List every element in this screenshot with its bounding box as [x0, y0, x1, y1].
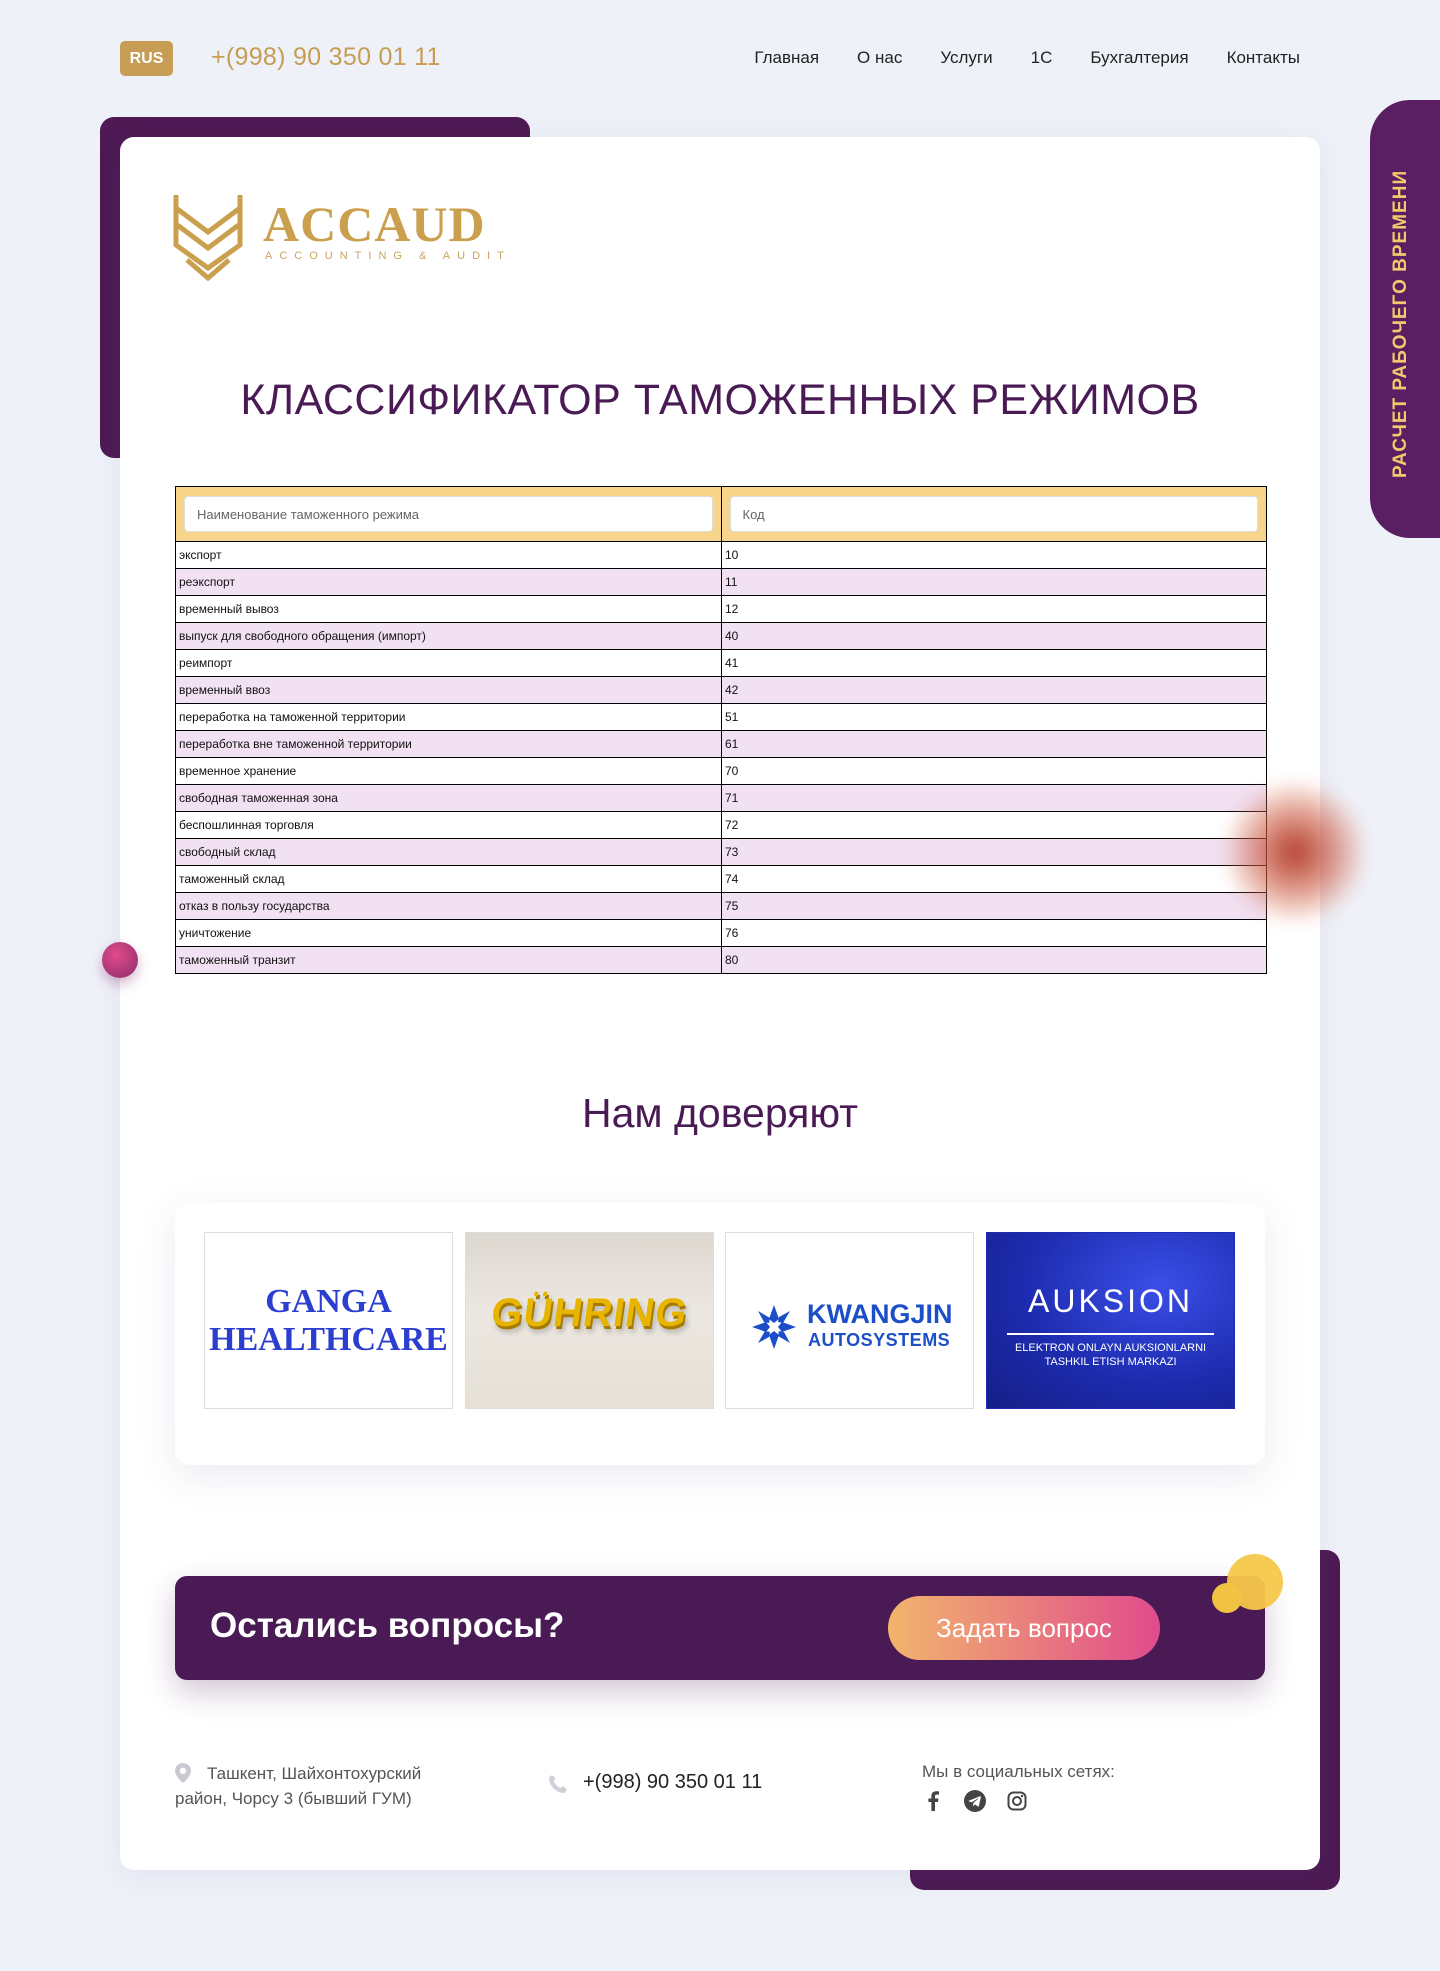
client-logo-auksion[interactable] — [986, 1232, 1235, 1409]
regime-code-cell: 76 — [721, 920, 1266, 946]
table-row — [176, 866, 1266, 893]
regime-name-cell: временное хранение — [179, 764, 297, 778]
table-row — [176, 893, 1266, 920]
regime-name-cell: экспорт — [179, 548, 222, 562]
language-switch[interactable]: RUS — [120, 41, 173, 76]
social-title: Мы в социальных сетях: — [922, 1762, 1115, 1781]
kwangjin-emblem-icon — [748, 1301, 800, 1353]
footer-address — [175, 1761, 421, 1811]
nav-item-home[interactable]: Главная — [754, 48, 820, 67]
regime-code-cell: 10 — [721, 542, 1266, 568]
telegram-icon[interactable] — [964, 1790, 986, 1812]
regime-code-cell: 11 — [721, 569, 1266, 595]
regime-name-cell: переработка на таможенной территории — [179, 710, 406, 724]
table-row — [176, 677, 1266, 704]
regime-name-cell: свободный склад — [179, 845, 276, 859]
page-title: КЛАССИФИКАТОР ТАМОЖЕННЫХ РЕЖИМОВ — [240, 376, 1200, 424]
regime-name-cell: отказ в пользу государства — [179, 899, 330, 913]
regime-code-cell: 73 — [721, 839, 1266, 865]
auksion-word: AUKSION — [1027, 1283, 1194, 1319]
regime-name-cell: реимпорт — [179, 656, 233, 670]
instagram-icon[interactable] — [1006, 1790, 1028, 1812]
regime-code-cell: 61 — [721, 731, 1266, 757]
regime-code-cell: 42 — [721, 677, 1266, 703]
table-row — [176, 542, 1266, 569]
logo-wordmark: ACCAUD — [263, 196, 486, 252]
regime-code-cell: 40 — [721, 623, 1266, 649]
regime-code-cell: 74 — [721, 866, 1266, 892]
table-row — [176, 623, 1266, 650]
regime-name-cell: уничтожение — [179, 926, 252, 940]
column-name-header — [176, 487, 721, 541]
customs-regimes-table — [175, 486, 1267, 974]
ganga-line2: HEALTHCARE — [209, 1321, 448, 1358]
table-row — [176, 758, 1266, 785]
address-line1: Ташкент, Шайхонтохурский — [207, 1764, 422, 1783]
trust-section-title: Нам доверяют — [581, 1090, 858, 1136]
kwangjin-line1: KWANGJIN — [807, 1299, 953, 1329]
regime-name-cell: выпуск для свободного обращения (импорт) — [179, 629, 426, 643]
regime-name-cell: беспошлинная торговля — [179, 818, 314, 832]
regime-code-cell: 75 — [721, 893, 1266, 919]
questions-banner — [175, 1576, 1265, 1680]
main-nav — [754, 48, 1300, 68]
table-row — [176, 704, 1266, 731]
regime-code-cell: 72 — [721, 812, 1266, 838]
decor-dot-yellow-small — [1212, 1583, 1242, 1613]
column-code-header — [721, 487, 1267, 541]
work-time-calculator-label[interactable]: РАСЧЕТ РАБОЧЕГО ВРЕМЕНИ — [1390, 169, 1411, 478]
regime-code-cell: 51 — [721, 704, 1266, 730]
table-body — [176, 542, 1266, 973]
logo-subtitle: ACCOUNTING & AUDIT — [265, 250, 511, 262]
facebook-icon[interactable] — [922, 1790, 944, 1812]
table-row — [176, 920, 1266, 947]
name-filter-input[interactable]: Наименование таможенного режима — [184, 496, 713, 532]
regime-name-cell: таможенный транзит — [179, 953, 296, 967]
nav-item-contacts[interactable]: Контакты — [1226, 48, 1300, 67]
client-logo-guhring[interactable] — [465, 1232, 714, 1409]
table-row — [176, 812, 1266, 839]
decor-blob-orange — [1225, 782, 1365, 922]
auksion-sub-line1: ELEKTRON ONLAYN AUKSIONLARNI — [1014, 1342, 1207, 1354]
regime-name-cell: реэкспорт — [179, 575, 235, 589]
top-bar — [0, 0, 1440, 118]
header-phone[interactable]: +(998) 90 350 01 11 — [211, 43, 441, 71]
table-row — [176, 947, 1266, 973]
code-filter-input[interactable]: Код — [730, 496, 1259, 532]
table-row — [176, 731, 1266, 758]
regime-code-cell: 12 — [721, 596, 1266, 622]
footer-phone[interactable]: +(998) 90 350 01 11 — [583, 1771, 763, 1793]
social-links — [922, 1790, 1028, 1812]
nav-item-1c[interactable]: 1С — [1030, 48, 1053, 67]
table-row — [176, 785, 1266, 812]
phone-icon — [548, 1774, 568, 1794]
guhring-word: GÜHRING — [488, 1291, 691, 1335]
auksion-divider — [1007, 1333, 1214, 1335]
ganga-line1: GANGA — [265, 1283, 392, 1320]
decor-dot-pink — [102, 942, 138, 978]
kwangjin-line2: AUTOSYSTEMS — [808, 1330, 951, 1350]
client-logo-ganga[interactable] — [204, 1232, 453, 1409]
regime-code-cell: 41 — [721, 650, 1266, 676]
regime-name-cell: переработка вне таможенной территории — [179, 737, 412, 751]
regime-code-cell: 80 — [721, 947, 1266, 973]
address-line2: район, Чорсу 3 (бывший ГУМ) — [175, 1789, 412, 1808]
regime-name-cell: свободная таможенная зона — [179, 791, 338, 805]
regime-code-cell: 70 — [721, 758, 1266, 784]
table-row — [176, 596, 1266, 623]
auksion-sub-line2: TASHKIL ETISH MARKAZI — [1044, 1356, 1177, 1368]
location-pin-icon — [175, 1763, 191, 1783]
nav-item-about[interactable]: О нас — [857, 48, 903, 67]
table-row — [176, 650, 1266, 677]
nav-item-services[interactable]: Услуги — [940, 48, 993, 67]
regime-code-cell: 71 — [721, 785, 1266, 811]
table-row — [176, 839, 1266, 866]
regime-name-cell: таможенный склад — [179, 872, 285, 886]
regime-name-cell: временный ввоз — [179, 683, 271, 697]
ask-question-button[interactable]: Задать вопрос — [888, 1596, 1160, 1660]
table-header — [176, 487, 1266, 542]
questions-title: Остались вопросы? — [210, 1606, 565, 1645]
nav-item-accounting[interactable]: Бухгалтерия — [1090, 48, 1189, 67]
clients-carousel — [175, 1203, 1265, 1465]
table-row — [176, 569, 1266, 596]
regime-name-cell: временный вывоз — [179, 602, 279, 616]
client-logo-kwangjin[interactable] — [725, 1232, 974, 1409]
